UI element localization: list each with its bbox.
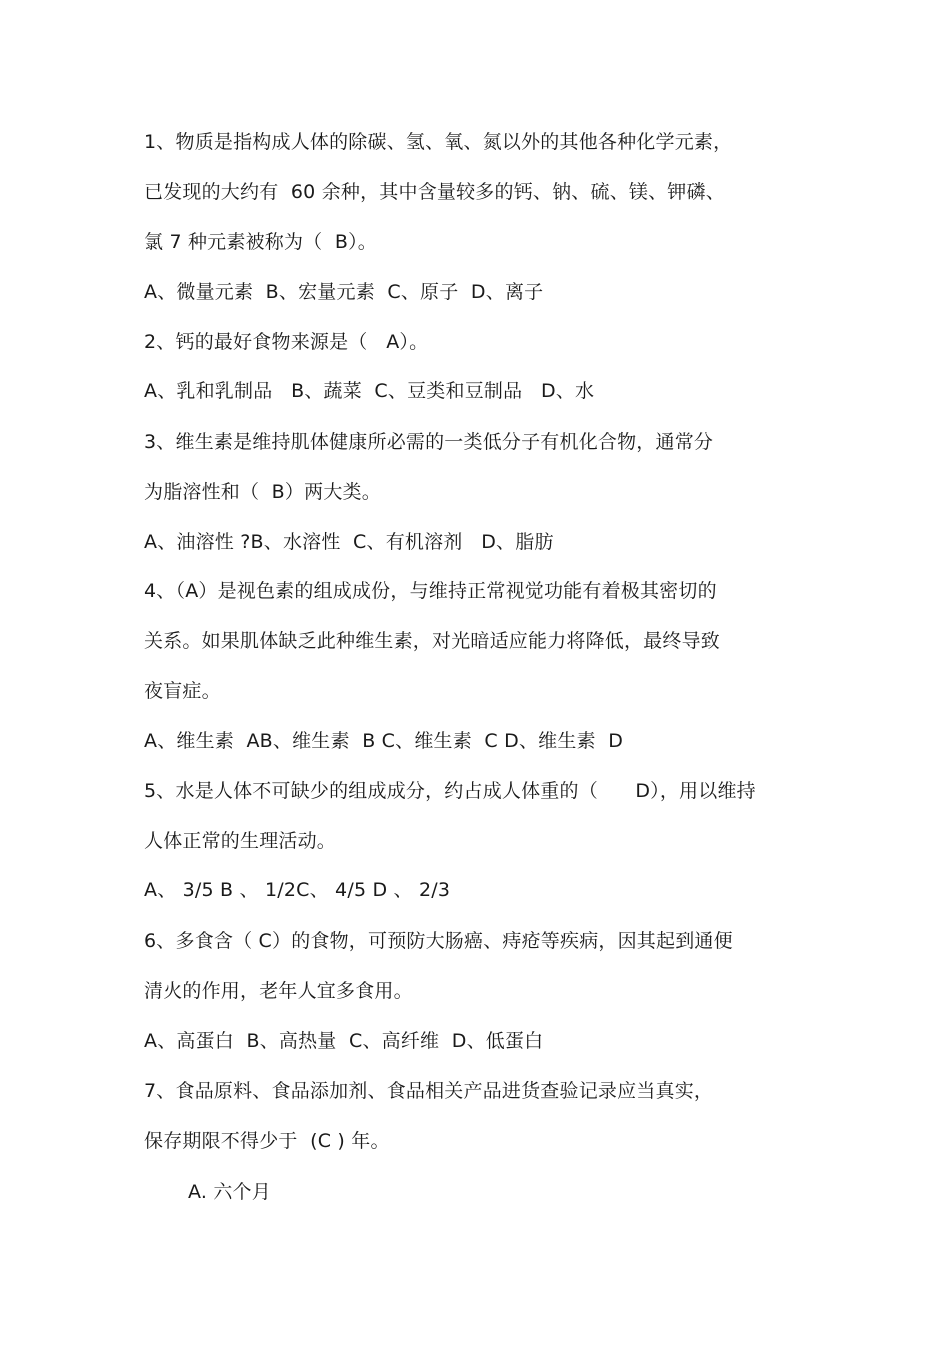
q3-text-line-1: 3、维生素是维持肌体健康所必需的一类低分子有机化合物，通常分: [144, 431, 714, 453]
q6-text-line-1: 6、多食含（ C）的食物，可预防大肠癌、痔疮等疾病，因其起到通便: [144, 930, 733, 952]
q4-options: A、维生素 AB、维生素 B C、维生素 C D、维生素 D: [144, 730, 624, 752]
q7-option-a: A. 六个月: [188, 1181, 271, 1203]
q1-text-line-3: 氯 7 种元素被称为（ B）。: [144, 231, 377, 253]
q5-text-line-2: 人体正常的生理活动。: [144, 830, 337, 852]
q7-text-line-1: 7、食品原料、食品添加剂、食品相关产品进货查验记录应当真实，: [144, 1080, 714, 1102]
q1-text-line-1: 1、物质是指构成人体的除碳、氢、氧、氮以外的其他各种化学元素，: [144, 131, 733, 153]
q1-options: A、微量元素 B、宏量元素 C、原子 D、离子: [144, 281, 544, 303]
q5-text-line-1: 5、水是人体不可缺少的组成成分，约占成人体重的（ D），用以维持: [144, 780, 756, 802]
q6-text-line-2: 清火的作用，老年人宜多食用。: [144, 980, 413, 1002]
q4-text-line-2: 关系。如果肌体缺乏此种维生素，对光暗适应能力将降低，最终导致: [144, 630, 721, 652]
q3-options: A、油溶性 ?B、水溶性 C、有机溶剂 D、脂肪: [144, 531, 554, 553]
q4-text-line-1: 4、（A）是视色素的组成成份，与维持正常视觉功能有着极其密切的: [144, 580, 717, 602]
q5-options: A、 3/5 B 、 1/2C、 4/5 D 、 2/3: [144, 879, 451, 901]
q2-text: 2、钙的最好食物来源是（ A）。: [144, 331, 429, 353]
q1-text-line-2: 已发现的大约有 60 余种，其中含量较多的钙、钠、硫、镁、钾磷、: [144, 181, 725, 203]
q6-options: A、高蛋白 B、高热量 C、高纤维 D、低蛋白: [144, 1030, 544, 1052]
q4-text-line-3: 夜盲症。: [144, 680, 221, 702]
q2-options: A、乳和乳制品 B、蔬菜 C、豆类和豆制品 D、水: [144, 380, 595, 402]
q3-text-line-2: 为脂溶性和（ B）两大类。: [144, 481, 381, 503]
q7-text-line-2: 保存期限不得少于 (C ) 年。: [144, 1130, 390, 1152]
